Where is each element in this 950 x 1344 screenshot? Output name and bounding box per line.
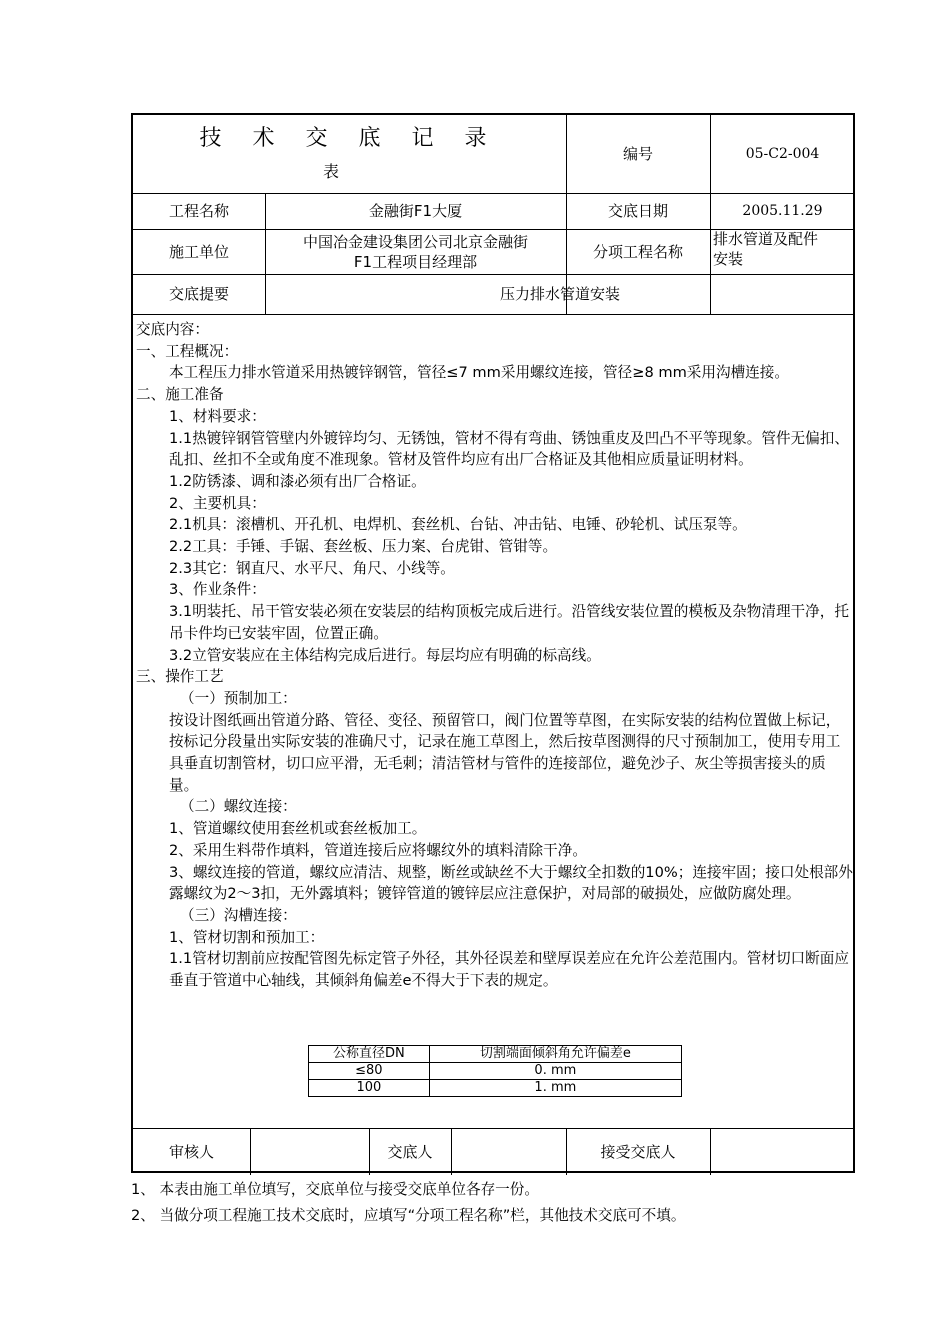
reviewer-label: 审核人 [168,1142,214,1161]
table-header: 公称直径DN [309,1046,430,1063]
form-title: 技 术 交 底 记 录 [199,126,499,151]
content-line: 按设计图纸画出管道分路、管径、变径、预留管口，阀门位置等草图，在实际安装的结构位置做上标记，按标记分段量出实际安装的准确尺寸，记录在施工草图上，然后按草图测得的尺寸预制加工，使用专用工具垂直切割管材，切口应平滑，无毛刺；清洁管材与管件的连接部位，避免沙子、灰尘等损害接头的质量。 [169,711,841,794]
content-line: （三）沟槽连接： [180,906,297,924]
table-row [309,1063,682,1080]
unit-value-line2: F1工程项目经理部 [353,252,478,271]
summary-value: 压力排水管道安装 [499,285,620,303]
unit-value [265,229,566,274]
footnote: 2、 当做分项工程施工技术交底时，应填写“分项工程名称”栏，其他技术交底可不填。 [131,1207,686,1224]
content-line: 3、作业条件： [169,581,266,599]
table-header: 切割端面倾斜角允许偏差e [429,1046,681,1063]
table-row [309,1080,682,1097]
table-cell: 0. mm [429,1063,681,1080]
receiver-value[interactable] [710,1128,855,1175]
project-name-label: 工程名称 [168,202,229,220]
technical-disclosure-form [131,113,855,1173]
content-line: （二）螺纹连接： [180,798,297,816]
subproject-label: 分项工程名称 [592,242,683,261]
table-cell: 1. mm [429,1080,681,1097]
number-label: 编号 [622,145,653,163]
table-cell: ≤80 [309,1063,430,1080]
unit-value-line1: 中国冶金建设集团公司北京金融街 [302,232,528,251]
content-line: 本工程压力排水管道采用热镀锌钢管，管径≤7 mm采用螺纹连接，管径≥8 mm采用沟槽连接。 [169,364,789,382]
content-line: 二、施工准备 [136,386,224,404]
discloser-value[interactable] [451,1128,566,1175]
content-line: 2、采用生料带作填料，管道连接后应将螺纹外的填料清除干净。 [169,841,587,859]
table-header-row [309,1046,682,1063]
content-line: 3、螺纹连接的管道，螺纹应清洁、规整，断丝或缺丝不大于螺纹全扣数的10%；连接牢固；接口处根部外露螺纹为2～3扣，无外露填料；镀锌管道的镀锌层应注意保护，对局部的破损处，应做防腐处理。 [169,863,853,903]
content-line: 1、管道螺纹使用套丝机或套丝板加工。 [169,820,427,838]
content-line: 2、主要机具： [169,494,266,512]
content-line: 2.3其它：钢直尺、水平尺、角尺、小线等。 [169,559,455,577]
content-line: 2.2工具：手锤、手锯、套丝板、压力案、台虎钳、管钳等。 [169,538,558,556]
content-line: 交底内容： [136,321,209,338]
row-divider [133,314,853,315]
reviewer-value[interactable] [250,1128,369,1175]
subproject-value-line2: 安装 [713,250,744,268]
table-cell: 100 [309,1080,430,1097]
receiver-label: 接受交底人 [600,1142,676,1161]
unit-label: 施工单位 [168,242,229,261]
project-name-value: 金融街F1大厦 [368,202,463,220]
subproject-value [710,229,855,274]
content-line: 2.1机具：滚槽机、开孔机、电焊机、套丝机、台钻、冲击钻、电锤、砂轮机、试压泵等。 [169,516,747,534]
content-line: 3.2立管安装应在主体结构完成后进行。每层均应有明确的标高线。 [169,646,601,664]
summary-label: 交底提要 [168,285,229,303]
content-line: （一）预制加工： [180,689,297,707]
disclosure-content [136,319,854,992]
content-line: 三、操作工艺 [136,668,224,686]
content-line: 3.1明装托、吊干管安装必须在安装层的结构顶板完成后进行。沿管线安装位置的模板及杂物清理干净，托吊卡件均已安装牢固，位置正确。 [169,603,849,642]
content-line: 1、材料要求： [169,407,266,425]
content-line: 1.1管材切割前应按配管图先标定管子外径，其外径误差和壁厚误差应在允许公差范围内。管材切口断面应垂直于管道中心轴线，其倾斜角偏差e不得大于下表的规定。 [169,950,849,990]
content-line: 1.2防锈漆、调和漆必须有出厂合格证。 [169,472,426,490]
tolerance-table [308,1045,682,1097]
content-line: 1、管材切割和预加工： [169,928,325,946]
date-label: 交底日期 [607,202,668,220]
content-line: 1.1热镀锌钢管管壁内外镀锌均匀、无锈蚀，管材不得有弯曲、锈蚀重皮及凹凸不平等现象。管件无偏扣、乱扣、丝扣不全或角度不准现象。管材及管件均应有出厂合格证及其他相应质量证明材料。 [169,429,849,469]
footnotes [131,1178,685,1230]
number-value: 05-C2-004 [745,146,820,162]
footnote: 1、 本表由施工单位填写，交底单位与接受交底单位各存一份。 [131,1181,539,1198]
form-title-suffix: 表 [323,162,340,181]
subproject-value-line1: 排水管道及配件 [713,230,819,248]
discloser-label: 交底人 [387,1142,433,1161]
content-line: 一、工程概况： [136,342,239,360]
date-value: 2005.11.29 [742,203,823,219]
